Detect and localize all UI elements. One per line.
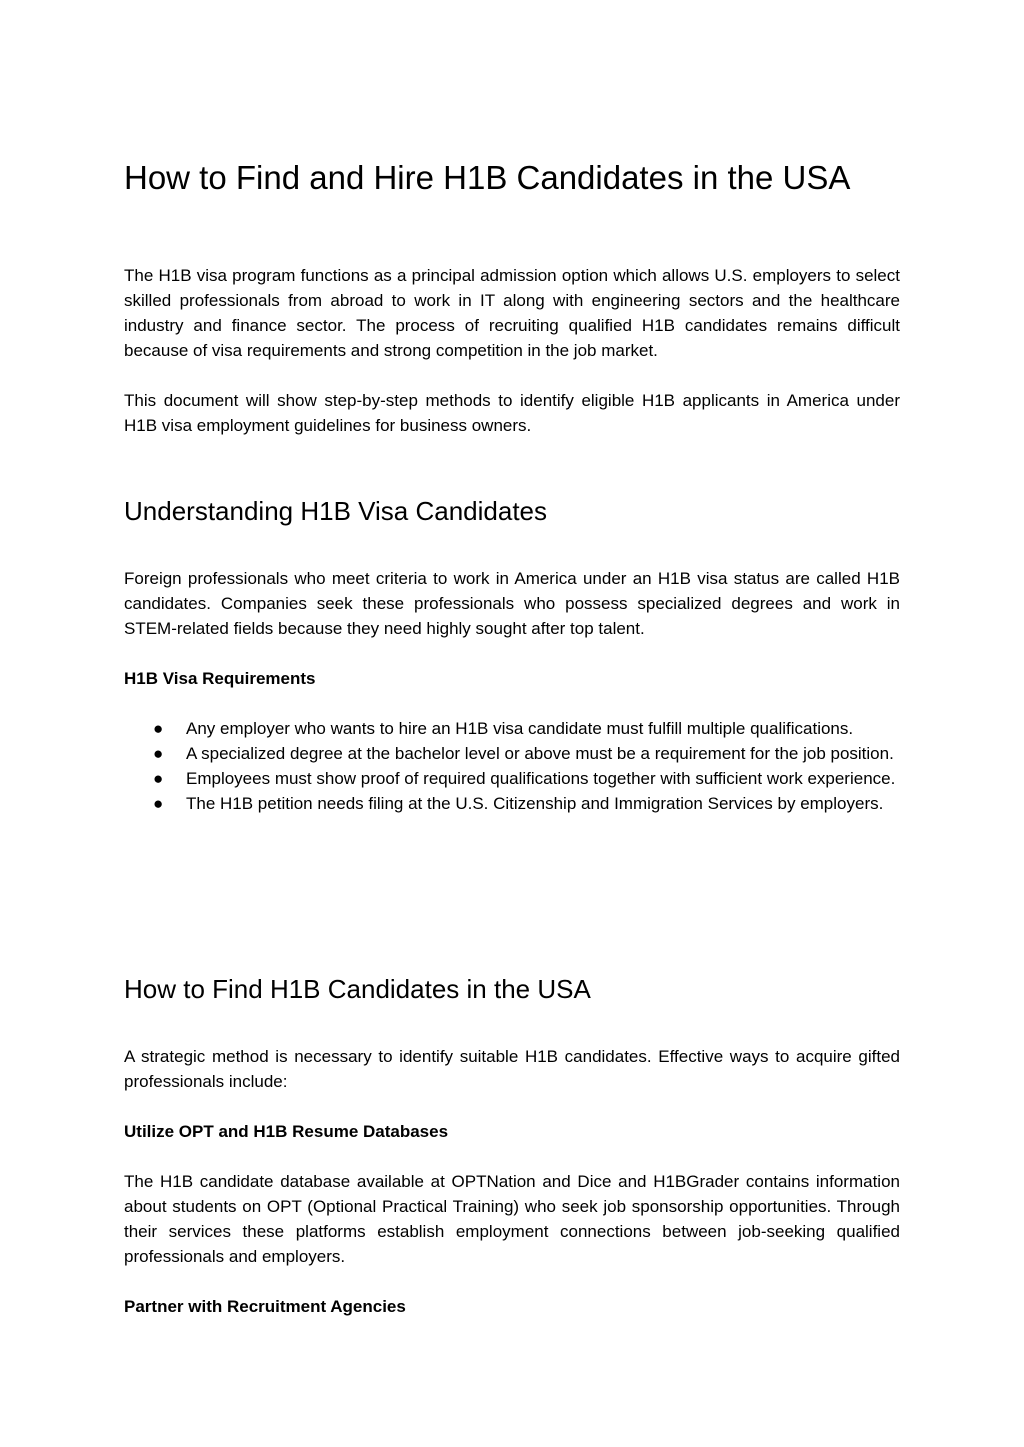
list-item-text: A specialized degree at the bachelor level or above must be a requirement for the job position. — [186, 744, 894, 763]
document-title: How to Find and Hire H1B Candidates in the USA — [124, 159, 851, 196]
list-item-text: The H1B petition needs filing at the U.S. Citizenship and Immigration Services by employers. — [186, 794, 884, 813]
subheading-visa-requirements: H1B Visa Requirements — [124, 669, 316, 688]
bullet-icon: ● — [153, 744, 164, 763]
list-item — [124, 791, 900, 816]
list-item-text: Employees must show proof of required qualifications together with sufficient work experience. — [186, 769, 896, 788]
requirements-list — [124, 716, 900, 816]
subheading-recruitment-agencies: Partner with Recruitment Agencies — [124, 1297, 406, 1316]
bullet-icon: ● — [153, 769, 164, 788]
bullet-icon: ● — [153, 794, 164, 813]
intro-paragraph-1: The H1B visa program functions as a principal admission option which allows U.S. employers to select skilled professionals from abroad to work in IT along with engineering sectors and the healthcare industry and finance sector. The process of recruiting qualified H1B candidates remains difficult because of visa requirements and strong competition in the job market. — [124, 266, 900, 360]
list-item-text: Any employer who wants to hire an H1B visa candidate must fulfill multiple qualifications. — [186, 719, 854, 738]
subheading-resume-databases: Utilize OPT and H1B Resume Databases — [124, 1122, 449, 1141]
list-item — [124, 716, 900, 741]
section-heading-how-to-find: How to Find H1B Candidates in the USA — [124, 974, 591, 1004]
intro-paragraph-2: This document will show step-by-step methods to identify eligible H1B applicants in America under H1B visa employment guidelines for business owners. — [124, 391, 900, 435]
list-item — [124, 766, 900, 791]
bullet-icon: ● — [153, 719, 164, 738]
list-item — [124, 741, 900, 766]
section-heading-understanding: Understanding H1B Visa Candidates — [124, 496, 548, 526]
section2-paragraph: A strategic method is necessary to identify suitable H1B candidates. Effective ways to acquire gifted professionals include: — [124, 1047, 900, 1091]
resume-databases-paragraph: The H1B candidate database available at OPTNation and Dice and H1BGrader contains information about students on OPT (Optional Practical Training) who seek job sponsorship opportunities. Through their services these platforms establish employment connections between job-seeking qualified professionals and employers. — [124, 1172, 900, 1266]
section1-paragraph: Foreign professionals who meet criteria to work in America under an H1B visa status are called H1B candidates. Companies seek these professionals who possess specialized degrees and work in STEM-related fields because they need highly sought after top talent. — [124, 569, 900, 638]
